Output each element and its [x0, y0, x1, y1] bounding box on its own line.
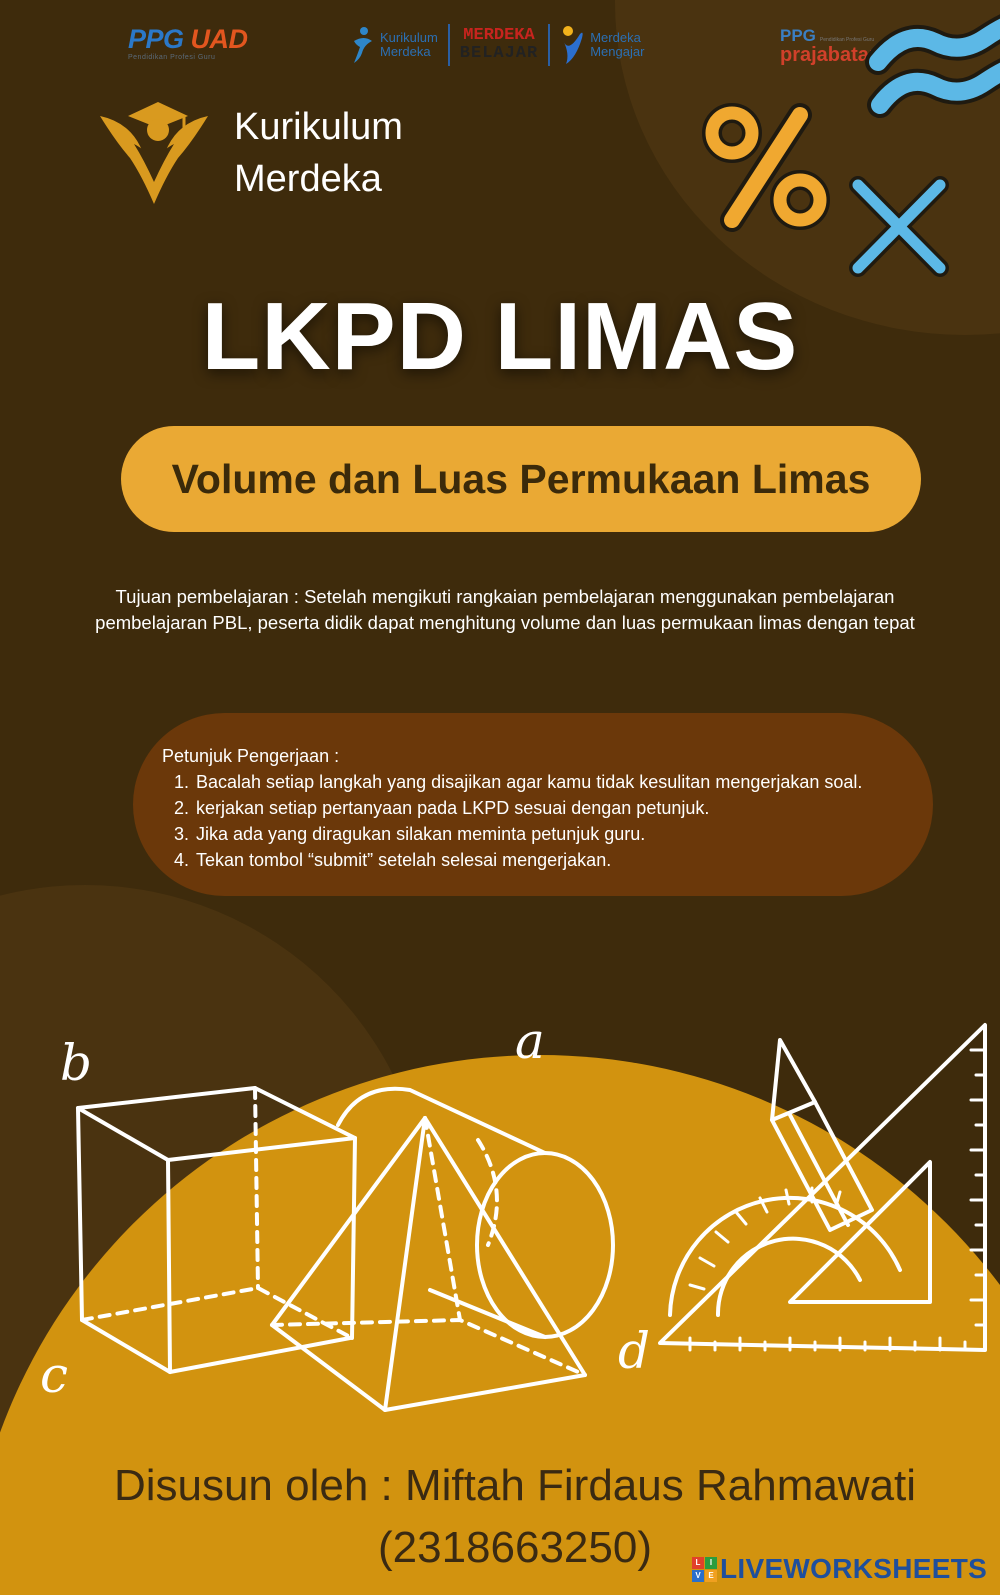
prajab-small: Pendidikan Profesi Guru	[819, 37, 875, 43]
instructions-heading: Petunjuk Pengerjaan :	[162, 746, 340, 766]
mm-line2: Mengajar	[590, 44, 645, 59]
subtitle-text: Volume dan Luas Permukaan Limas	[171, 455, 871, 502]
liveworksheets-logo-icon	[692, 1557, 717, 1582]
page-title: LKPD LIMAS	[201, 283, 799, 390]
protractor-icon	[670, 1188, 900, 1315]
brand-line2: Merdeka	[234, 158, 382, 200]
instructions-list	[162, 769, 922, 873]
author-id: (2318663250)	[377, 1523, 652, 1572]
instructions-box	[133, 713, 933, 896]
label-c: c	[40, 1346, 69, 1404]
mark-letter: L	[692, 1557, 704, 1569]
prajab-ppg: PPG	[780, 26, 816, 45]
instruction-item: 2. kerjakan setiap pertanyaan pada LKPD sesuai dengan petunjuk.	[194, 795, 922, 821]
label-b: b	[60, 1034, 93, 1092]
merdeka-belajar-line2: BELAJAR	[459, 44, 539, 63]
geometry-illustration	[0, 1020, 1000, 1440]
liveworksheets-watermark[interactable]	[692, 1553, 987, 1585]
cube-icon	[78, 1088, 355, 1372]
merdeka-belajar-line1: MERDEKA	[463, 26, 535, 45]
km-small-line1: Kurikulum	[380, 30, 438, 45]
percent-icon	[712, 113, 820, 220]
mark-letter: E	[705, 1570, 717, 1582]
ppg-uad-subtitle: Pendidikan Profesi Guru	[128, 54, 216, 61]
label-d: d	[618, 1322, 651, 1380]
cylinder-icon	[338, 1089, 613, 1337]
instruction-item: 3. Jika ada yang diragukan silakan meminta petunjuk guru.	[194, 821, 922, 847]
mark-letter: V	[692, 1570, 704, 1582]
prajab-text: prajabatan	[780, 44, 882, 66]
brand-line1: Kurikulum	[234, 106, 403, 148]
pyramid-icon	[272, 1118, 585, 1410]
set-square-icon	[660, 1025, 985, 1350]
subtitle-banner	[121, 426, 921, 532]
author-name: Disusun oleh : Miftah Firdaus Rahmawati	[113, 1461, 917, 1510]
label-a: a	[515, 1020, 545, 1070]
ppg-uad-uad-text: UAD	[190, 24, 248, 54]
graduation-book-icon	[98, 98, 208, 208]
instruction-item: 4. Tekan tombol “submit” setelah selesai mengerjakan.	[194, 847, 922, 873]
km-small-line2: Merdeka	[380, 44, 431, 59]
mm-line1: Merdeka	[590, 30, 641, 45]
wave-icon	[878, 24, 1000, 105]
mark-letter: I	[705, 1557, 717, 1569]
instruction-item: 1. Bacalah setiap langkah yang disajikan agar kamu tidak kesulitan mengerjakan soal.	[194, 769, 922, 795]
multiply-icon	[858, 185, 940, 268]
kurikulum-merdeka-brand	[98, 98, 403, 208]
ppg-uad-ppg-text: PPG	[128, 24, 184, 54]
liveworksheets-text: LIVEWORKSHEETS	[720, 1553, 988, 1584]
learning-objective: Tujuan pembelajaran : Setelah mengikuti rangkaian pembelajaran menggunakan pembelajaran pembelajaran PBL, peserta didik dapat menghitung volume dan luas permukaan limas dengan tepat	[95, 586, 915, 633]
